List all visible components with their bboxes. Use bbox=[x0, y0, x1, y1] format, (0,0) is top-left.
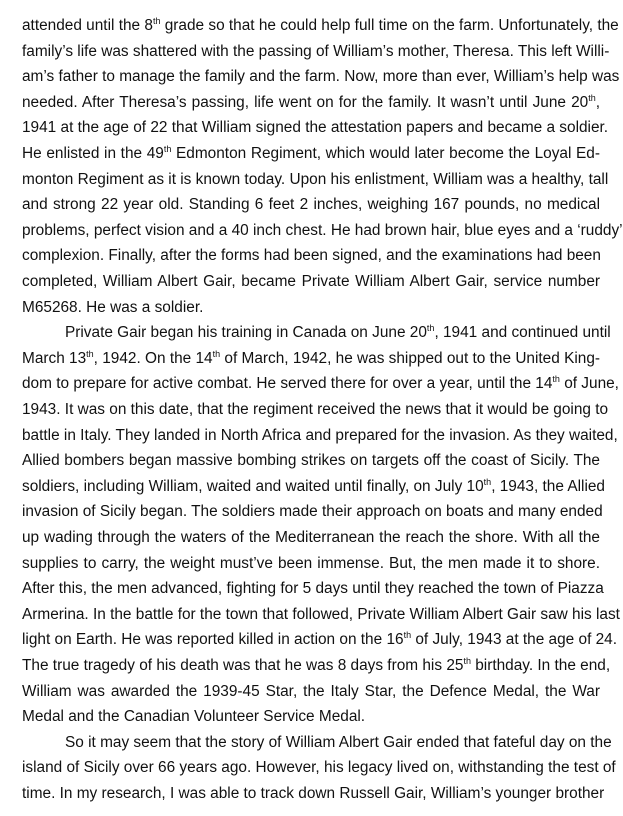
text-line bbox=[22, 141, 600, 167]
text-run: , 1942. On the 14 bbox=[93, 349, 213, 367]
text-line bbox=[22, 39, 610, 65]
text-run: time. In my research, I was able to track down Russell Gair, William’s younger brother bbox=[22, 785, 605, 802]
text-line bbox=[22, 346, 600, 372]
text-line bbox=[22, 192, 600, 218]
text-run: light on Earth. He was reported killed in action on the 16 bbox=[22, 631, 404, 649]
text-run: Medal and the Canadian Volunteer Service Medal. bbox=[22, 708, 366, 726]
text-line bbox=[22, 90, 600, 116]
text-run: island of Sicily over 66 years ago. However, his legacy lived on, withstanding the test of bbox=[22, 759, 616, 777]
text-line bbox=[22, 576, 604, 602]
text-line bbox=[22, 397, 609, 423]
text-run: dom to prepare for active combat. He served there for over a year, until the 14 bbox=[22, 375, 553, 393]
text-run: of July, 1943 at the age of 24. bbox=[411, 631, 618, 649]
ordinal-suffix: th bbox=[212, 348, 221, 359]
text-run: William was awarded the 1939-45 Star, the Italy Star, the Defence Medal, the War bbox=[22, 682, 600, 700]
text-run: needed. After Theresa’s passing, life went on for the family. It wasn’t until June 20 bbox=[22, 93, 589, 111]
text-run: supplies to carry, the weight must’ve been immense. But, the men made it to shore. bbox=[22, 554, 600, 572]
text-run: up wading through the waters of the Mediterranean the reach the shore. With all the bbox=[22, 529, 600, 546]
text-run: problems, perfect vision and a 40 inch chest. He had brown hair, blue eyes and a ‘ruddy’ bbox=[22, 221, 623, 239]
text-run: Allied bombers began massive bombing strikes on targets off the coast of Sicily. The bbox=[22, 452, 600, 470]
ordinal-suffix: th bbox=[152, 16, 161, 26]
text-run: birthday. In the end, bbox=[470, 657, 611, 674]
ordinal-suffix: th bbox=[588, 92, 596, 103]
text-run: So it may seem that the story of William Albert Gair ended that fateful day on the bbox=[65, 733, 612, 751]
text-line bbox=[22, 269, 600, 295]
ordinal-suffix: th bbox=[552, 374, 560, 385]
text-run: grade so that he could help full time on the farm. Unfortunately, the bbox=[160, 17, 619, 34]
text-line bbox=[22, 295, 600, 321]
text-run: completed, William Albert Gair, became Private William Albert Gair, service number bbox=[22, 273, 600, 290]
text-line bbox=[22, 755, 616, 781]
ordinal-suffix: th bbox=[403, 630, 412, 641]
text-run: , 1943, the Allied bbox=[491, 477, 605, 495]
text-line bbox=[22, 115, 609, 141]
text-run: He enlisted in the 49 bbox=[22, 145, 164, 162]
text-run: , 1941 and continued until bbox=[434, 324, 611, 342]
text-run: 1943. It was on this date, that the regiment received the news that it would be going to bbox=[22, 401, 609, 418]
text-run: 1941 at the age of 22 that William signed the attestation papers and became a soldier. bbox=[22, 119, 609, 137]
text-run: family’s life was shattered with the passing of William’s mother, Theresa. This left Willi- bbox=[22, 42, 610, 60]
ordinal-suffix: th bbox=[463, 656, 471, 666]
text-run: and strong 22 year old. Standing 6 feet 2 inches, weighing 167 pounds, no medical bbox=[22, 196, 600, 214]
text-run: soldiers, including William, waited and waited until finally, on July 10 bbox=[22, 477, 484, 495]
text-line bbox=[22, 371, 619, 397]
text-run: The true tragedy of his death was that he was 8 days from his 25 bbox=[22, 657, 464, 674]
text-line bbox=[22, 781, 605, 807]
text-line bbox=[22, 602, 620, 628]
text-line bbox=[65, 320, 611, 346]
text-run: invasion of Sicily began. The soldiers made their approach on boats and many ended bbox=[22, 503, 603, 521]
ordinal-suffix: th bbox=[86, 348, 94, 359]
text-line bbox=[22, 704, 600, 730]
text-run: M65268. He was a soldier. bbox=[22, 298, 204, 316]
text-run: monton Regiment as it is known today. Upon his enlistment, William was a healthy, tall bbox=[22, 170, 609, 188]
text-run: complexion. Finally, after the forms had been signed, and the examinations had been bbox=[22, 247, 601, 265]
text-line bbox=[22, 474, 605, 500]
ordinal-suffix: th bbox=[163, 144, 172, 154]
text-run: Armerina. In the battle for the town that followed, Private William Albert Gair saw his last bbox=[22, 605, 620, 623]
text-line bbox=[22, 653, 611, 679]
text-line bbox=[22, 13, 619, 39]
text-run: , bbox=[595, 93, 600, 111]
text-line bbox=[22, 499, 603, 525]
text-line bbox=[22, 423, 618, 449]
text-line bbox=[22, 64, 620, 90]
text-run: March 13 bbox=[22, 349, 87, 367]
text-run: Edmonton Regiment, which would later become the Loyal Ed- bbox=[171, 145, 600, 162]
text-line bbox=[22, 243, 600, 269]
text-run: am’s father to manage the family and the farm. Now, more than ever, William’s help was bbox=[22, 68, 620, 86]
text-line bbox=[22, 448, 600, 474]
text-line bbox=[22, 218, 623, 244]
text-line bbox=[22, 551, 600, 577]
text-line bbox=[22, 525, 600, 551]
text-run: After this, the men advanced, fighting for 5 days until they reached the town of Piazza bbox=[22, 580, 604, 598]
text-line bbox=[22, 167, 609, 193]
text-run: battle in Italy. They landed in North Africa and prepared for the invasion. As they waited, bbox=[22, 426, 618, 444]
text-line bbox=[22, 627, 618, 653]
ordinal-suffix: th bbox=[483, 476, 492, 487]
text-run: attended until the 8 bbox=[22, 17, 153, 34]
text-line bbox=[65, 730, 612, 756]
text-run: of June, bbox=[559, 375, 619, 393]
text-run: Private Gair began his training in Canada on June 20 bbox=[65, 324, 427, 342]
text-run: of March, 1942, he was shipped out to the United King- bbox=[220, 349, 601, 367]
text-line bbox=[22, 679, 600, 705]
ordinal-suffix: th bbox=[426, 323, 435, 334]
